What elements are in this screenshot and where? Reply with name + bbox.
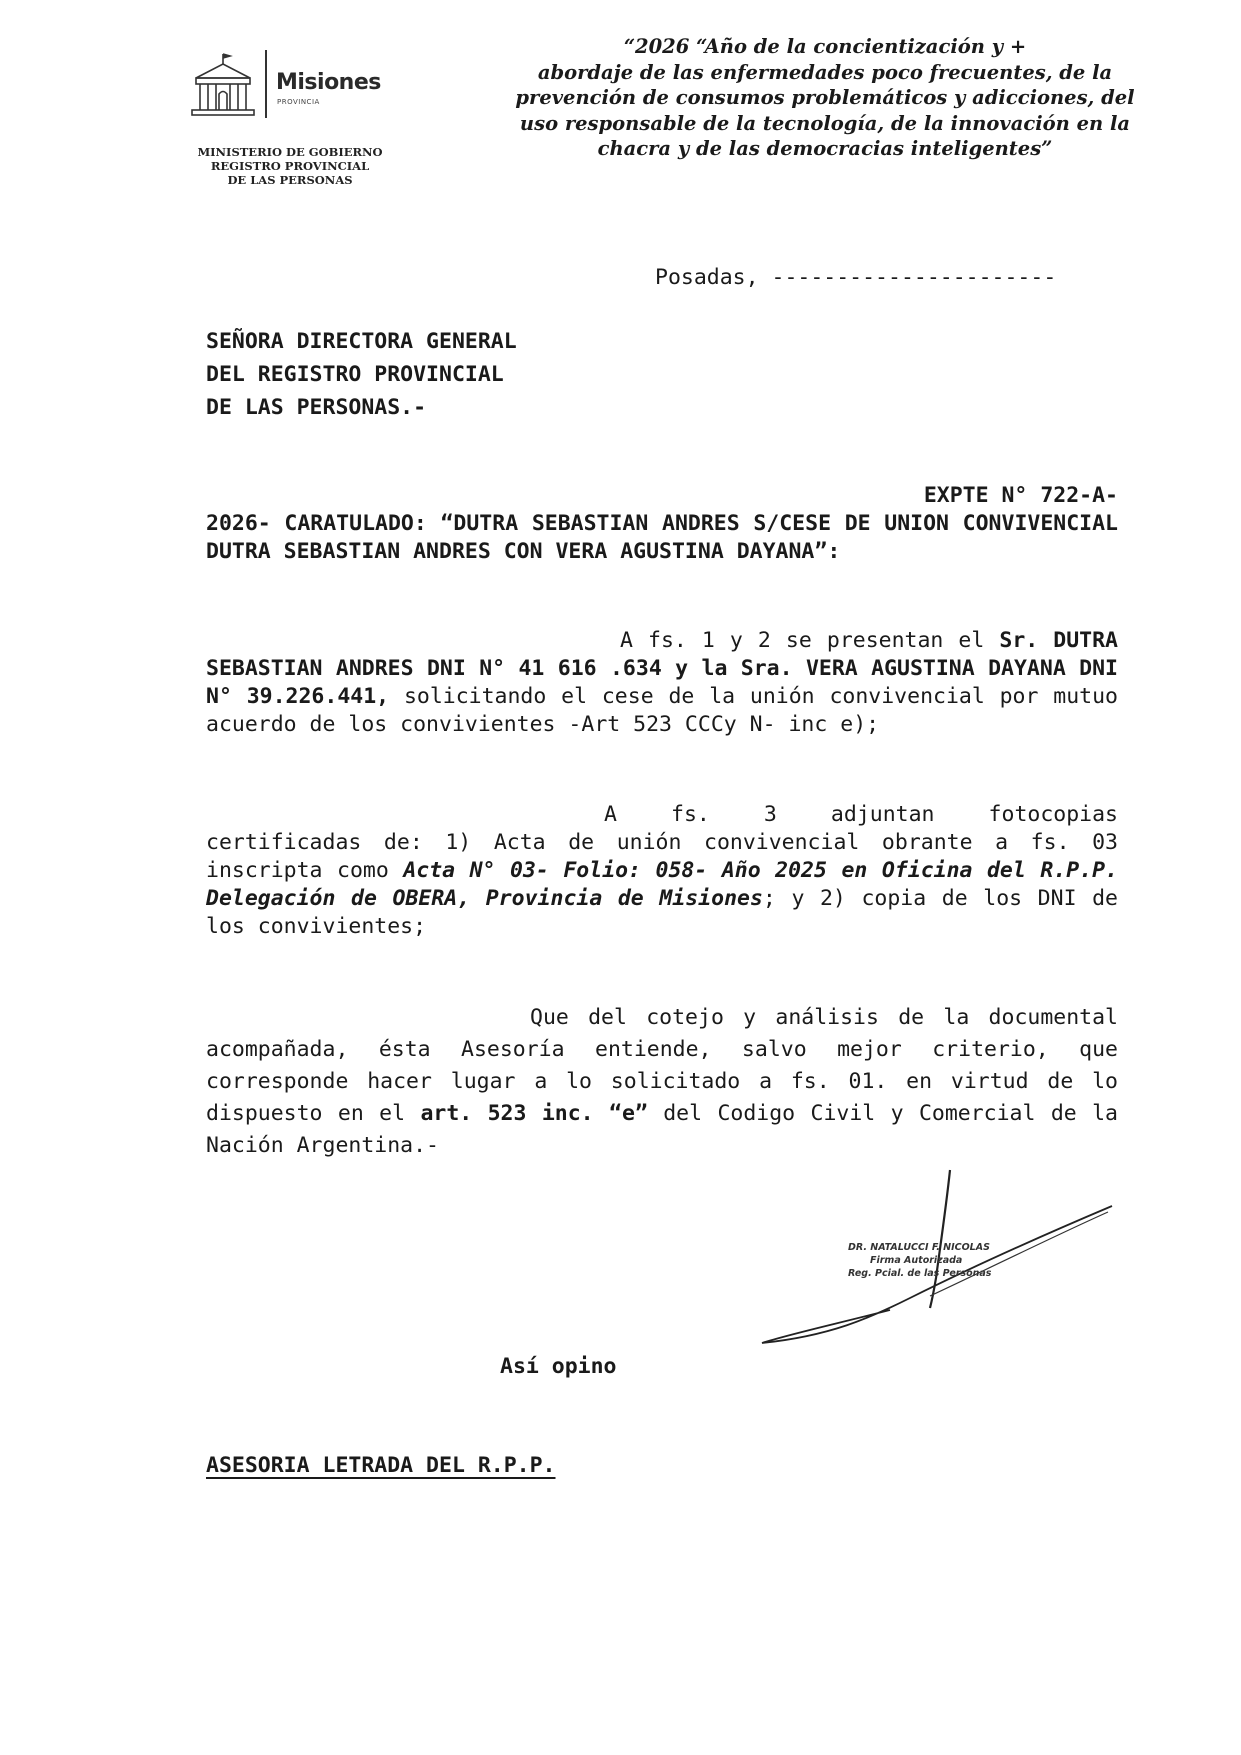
motto-line: uso responsable de la tecnología, de la innovación en la	[519, 111, 1131, 135]
stamp-line: Firma Autorizada	[870, 1255, 963, 1266]
ministry-line: MINISTERIO DE GOBIERNO	[197, 145, 383, 159]
paragraph-text: Que del cotejo y análisis de la documental acompañada, ésta Asesoría entiende, salvo mejor criterio, que corresponde hacer lugar a lo solicitado a fs. 01. en virtud de lo dispuesto en el	[206, 1005, 1118, 1126]
handwritten-signature	[760, 1168, 1120, 1348]
addressee-block	[206, 327, 517, 426]
motto-line: chacra y de las democracias inteligentes”	[597, 137, 1053, 160]
signatory-office: ASESORIA LETRADA DEL R.P.P.	[206, 1453, 556, 1478]
stamp-line: Reg. Pcial. de las Personas	[848, 1268, 992, 1279]
legal-article-reference: art. 523 inc. “e”	[420, 1101, 648, 1126]
province-logo	[188, 48, 388, 120]
government-building-icon	[188, 48, 278, 120]
paragraph-attachments	[206, 801, 1118, 941]
paragraph-presentation	[206, 627, 1118, 739]
registry-record-reference: Acta N° 03- Folio: 058- Año 2025 en Oficina del R.P.P. Delegación de OBERA, Provincia de Misiones	[206, 858, 1118, 911]
addressee-line: DE LAS PERSONAS.-	[206, 395, 427, 420]
parties-identification: Sr. DUTRA SEBASTIAN ANDRES DNI N° 41 616 .634 y la Sra. VERA AGUSTINA DAYANA DNI N° 39.226.441,	[206, 628, 1119, 709]
stamp-line: DR. NATALUCCI F. NICOLAS	[848, 1242, 990, 1253]
logo-subtext: PROVINCIA	[277, 98, 320, 106]
signature-stamp-icon	[760, 1168, 1120, 1348]
case-number: EXPTE N° 722-A-	[923, 483, 1118, 508]
ministry-heading	[190, 145, 390, 187]
paragraph-text: A fs. 1 y 2 se presentan el	[620, 628, 1000, 653]
case-reference	[206, 482, 1118, 566]
ministry-line: REGISTRO PROVINCIAL	[210, 159, 370, 173]
closing-statement: Así opino	[500, 1354, 617, 1379]
addressee-line: DEL REGISTRO PROVINCIAL	[206, 362, 504, 387]
paragraph-text: solicitando el cese de la unión convivencial por mutuo acuerdo de los convivientes -Art 523 CCCy N- inc e);	[206, 684, 1118, 737]
place-date-line: Posadas, ----------------------	[655, 265, 1057, 290]
paragraph-opinion	[206, 1002, 1118, 1162]
case-title: 2026- CARATULADO: “DUTRA SEBASTIAN ANDRES S/CESE DE UNION CONVIVENCIAL DUTRA SEBASTIAN ANDRES CON VERA AGUSTINA DAYANA”:	[206, 511, 1118, 564]
motto-line: abordaje de las enfermedades poco frecuentes, de la	[537, 60, 1113, 84]
year-motto	[505, 34, 1145, 162]
paragraph-text: del Codigo Civil y Comercial de la Nación Argentina.-	[206, 1101, 1118, 1158]
logo-wordmark: Misiones	[276, 70, 381, 95]
ministry-line: DE LAS PERSONAS	[227, 173, 353, 187]
motto-line: prevención de consumos problemáticos y adicciones, del	[515, 86, 1135, 109]
paragraph-text: ; y 2) copia de los DNI de los convivientes;	[206, 886, 1119, 939]
paragraph-text: A fs. 3 adjuntan fotocopias certificadas de: 1) Acta de unión convivencial obrante a fs. 03 inscripta como	[206, 802, 1118, 883]
motto-line: “2026 “Año de la concientización y +	[623, 35, 1027, 58]
addressee-line: SEÑORA DIRECTORA GENERAL	[206, 329, 517, 354]
